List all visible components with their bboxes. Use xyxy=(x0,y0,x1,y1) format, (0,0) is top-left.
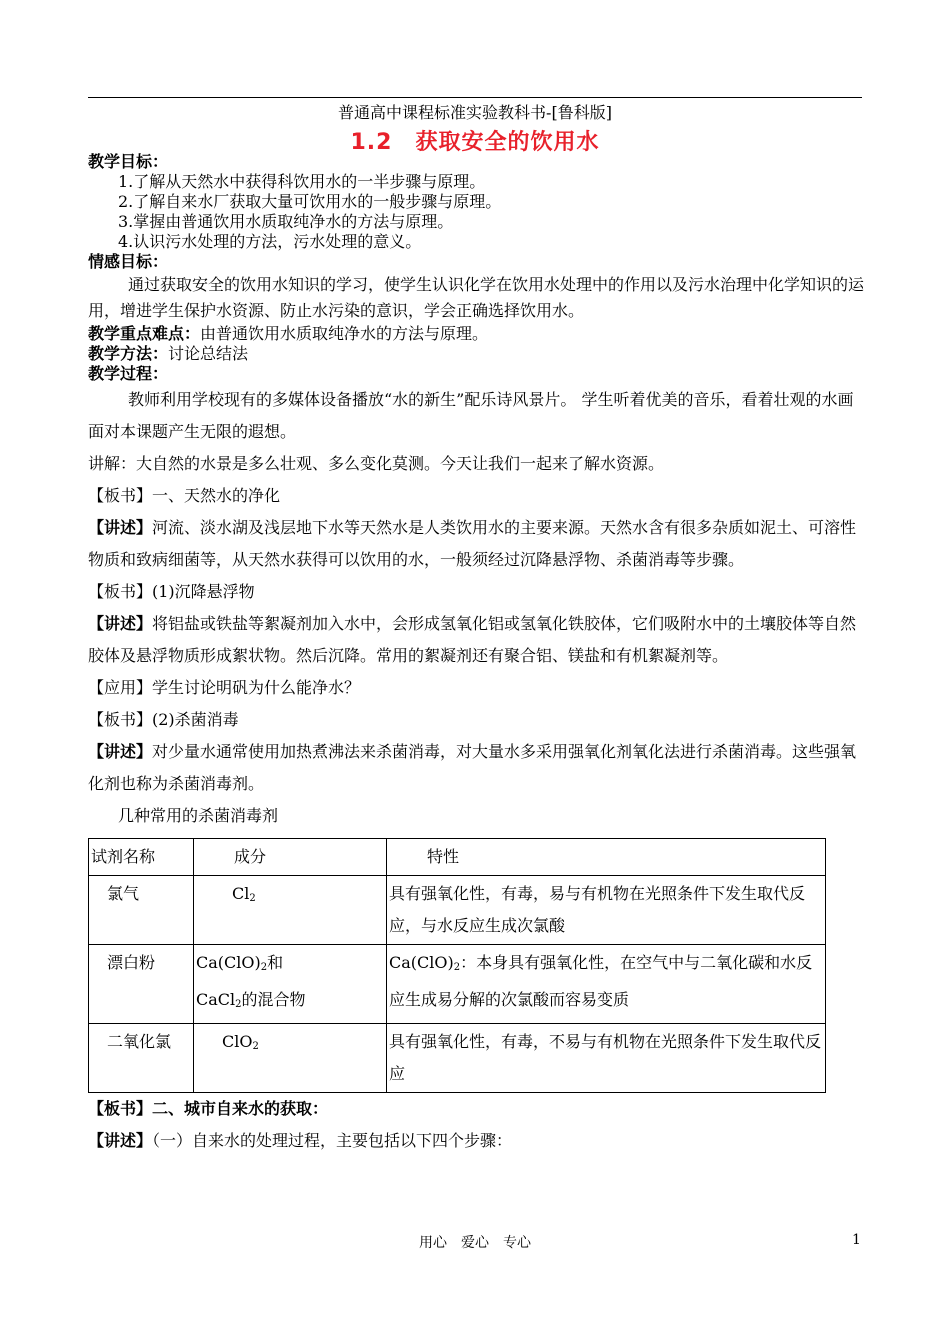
table-header-row xyxy=(89,839,826,876)
reagent-composition xyxy=(194,1024,387,1093)
table-caption: 几种常用的杀菌消毒剂 xyxy=(118,806,279,825)
objectives-heading: 教学目标： xyxy=(88,152,169,171)
process-heading: 教学过程： xyxy=(88,364,169,383)
header-series: 普通高中课程标准实验教科书-[鲁科版] xyxy=(338,103,612,122)
reagent-property: 具有强氧化性，有毒，易与有机物在光照条件下发生取代反应，与水反应生成次氯酸 xyxy=(387,876,826,945)
lesson-title: 1.2 获取安全的饮用水 xyxy=(350,130,600,155)
objective-item: 2.了解自来水厂获取大量可饮用水的一般步骤与原理。 xyxy=(118,192,502,211)
board-tag: 【板书】 xyxy=(88,1099,153,1118)
reagent-composition xyxy=(194,876,387,945)
narration-tag: 【讲述】 xyxy=(88,518,153,537)
table-header-cell: 特性 xyxy=(387,839,826,876)
board-note-1: 【板书】一、天然水的净化 xyxy=(88,486,281,505)
narration-text: 将铝盐或铁盐等絮凝剂加入水中，会形成氢氧化铝或氢氧化铁胶体，它们吸附水中的土壤胶体等自然胶体及悬浮物质形成絮状物。然后沉降。常用的絮凝剂还有聚合铝、镁盐和有机絮凝剂等。 xyxy=(88,614,857,665)
emotion-heading: 情感目标： xyxy=(88,252,169,271)
reagent-property: 具有强氧化性，有毒，不易与有机物在光照条件下发生取代反应 xyxy=(387,1024,826,1093)
lesson-content xyxy=(88,152,868,1157)
table-row xyxy=(89,876,826,945)
narration-1 xyxy=(88,512,868,576)
key-points xyxy=(88,324,868,344)
board-note-3: 【板书】(2)杀菌消毒 xyxy=(88,710,239,729)
application-note: 【应用】学生讨论明矾为什么能净水？ xyxy=(88,678,361,697)
formula-text: CaCl xyxy=(196,990,236,1009)
board-note-2: 【板书】(1)沉降悬浮物 xyxy=(88,582,255,601)
formula-subscript: 2 xyxy=(235,999,242,1010)
footer-motto: 用心 爱心 专心 xyxy=(419,1235,531,1251)
narration-text: （一）自来水的处理过程，主要包括以下四个步骤： xyxy=(152,1131,513,1150)
table-header-cell: 试剂名称 xyxy=(89,839,194,876)
formula-text: ClO xyxy=(222,1032,253,1051)
teaching-method xyxy=(88,344,868,364)
narration-text: 河流、淡水湖及浅层地下水等天然水是人类饮用水的主要来源。天然水含有很多杂质如泥土、可溶性物质和致病细菌等，从天然水获得可以饮用的水，一般须经过沉降悬浮物、杀菌消毒等步骤。 xyxy=(88,518,857,569)
objective-item: 3.掌握由普通饮用水质取纯净水的方法与原理。 xyxy=(118,212,454,231)
property-text: ：本身具有强氧化性，在空气中与二氧化碳和水反应生成易分解的次氯酸而容易变质 xyxy=(389,953,813,1009)
process-intro: 教师利用学校现有的多媒体设备播放“水的新生”配乐诗风景片。 学生听着优美的音乐，看着壮观的水画面对本课题产生无限的遐想。 xyxy=(88,390,854,441)
reagent-composition xyxy=(194,945,387,1024)
narration-2 xyxy=(88,608,868,672)
reagent-property xyxy=(387,945,826,1024)
table-row xyxy=(89,1024,826,1093)
board-text: 二、城市自来水的获取： xyxy=(152,1099,329,1118)
formula-text: Cl xyxy=(232,884,250,903)
formula-subscript: 2 xyxy=(252,1041,259,1052)
board-note-4 xyxy=(88,1093,868,1125)
formula-text: 的混合物 xyxy=(241,990,306,1009)
formula-text: 和 xyxy=(267,953,284,972)
narration-text: 对少量水通常使用加热煮沸法来杀菌消毒，对大量水多采用强氧化剂氧化法进行杀菌消毒。这些强氧化剂也称为杀菌消毒剂。 xyxy=(88,742,857,793)
narration-tag: 【讲述】 xyxy=(88,1131,153,1150)
reagent-name: 氯气 xyxy=(89,876,194,945)
narration-4 xyxy=(88,1125,868,1157)
key-points-text: 由普通饮用水质取纯净水的方法与原理。 xyxy=(200,324,489,343)
objective-item: 4.认识污水处理的方法，污水处理的意义。 xyxy=(118,232,422,251)
formula-text: Ca(ClO) xyxy=(196,953,261,972)
emotion-text: 通过获取安全的饮用水知识的学习，使学生认识化学在饮用水处理中的作用以及污水治理中化学知识的运用，增进学生保护水资源、防止水污染的意识，学会正确选择饮用水。 xyxy=(88,275,865,320)
key-points-heading: 教学重点难点： xyxy=(88,324,201,343)
page-number: 1 xyxy=(852,1232,861,1248)
reagent-name: 二氧化氯 xyxy=(89,1024,194,1093)
disinfectant-table xyxy=(88,838,826,1093)
reagent-name: 漂白粉 xyxy=(89,945,194,1024)
objective-item: 1.了解从天然水中获得科饮用水的一半步骤与原理。 xyxy=(118,172,486,191)
formula-subscript: 2 xyxy=(249,893,256,904)
header-rule xyxy=(88,97,862,98)
formula-text: Ca(ClO) xyxy=(389,953,454,972)
formula-subscript: 2 xyxy=(260,962,268,973)
narration-tag: 【讲述】 xyxy=(88,742,153,761)
method-heading: 教学方法： xyxy=(88,344,169,363)
narration-3 xyxy=(88,736,868,800)
process-explain: 讲解：大自然的水景是多么壮观、多么变化莫测。今天让我们一起来了解水资源。 xyxy=(88,454,665,473)
method-text: 讨论总结法 xyxy=(168,344,249,363)
table-header-cell: 成分 xyxy=(194,839,387,876)
narration-tag: 【讲述】 xyxy=(88,614,153,633)
table-row xyxy=(89,945,826,1024)
formula-subscript: 2 xyxy=(453,962,461,973)
